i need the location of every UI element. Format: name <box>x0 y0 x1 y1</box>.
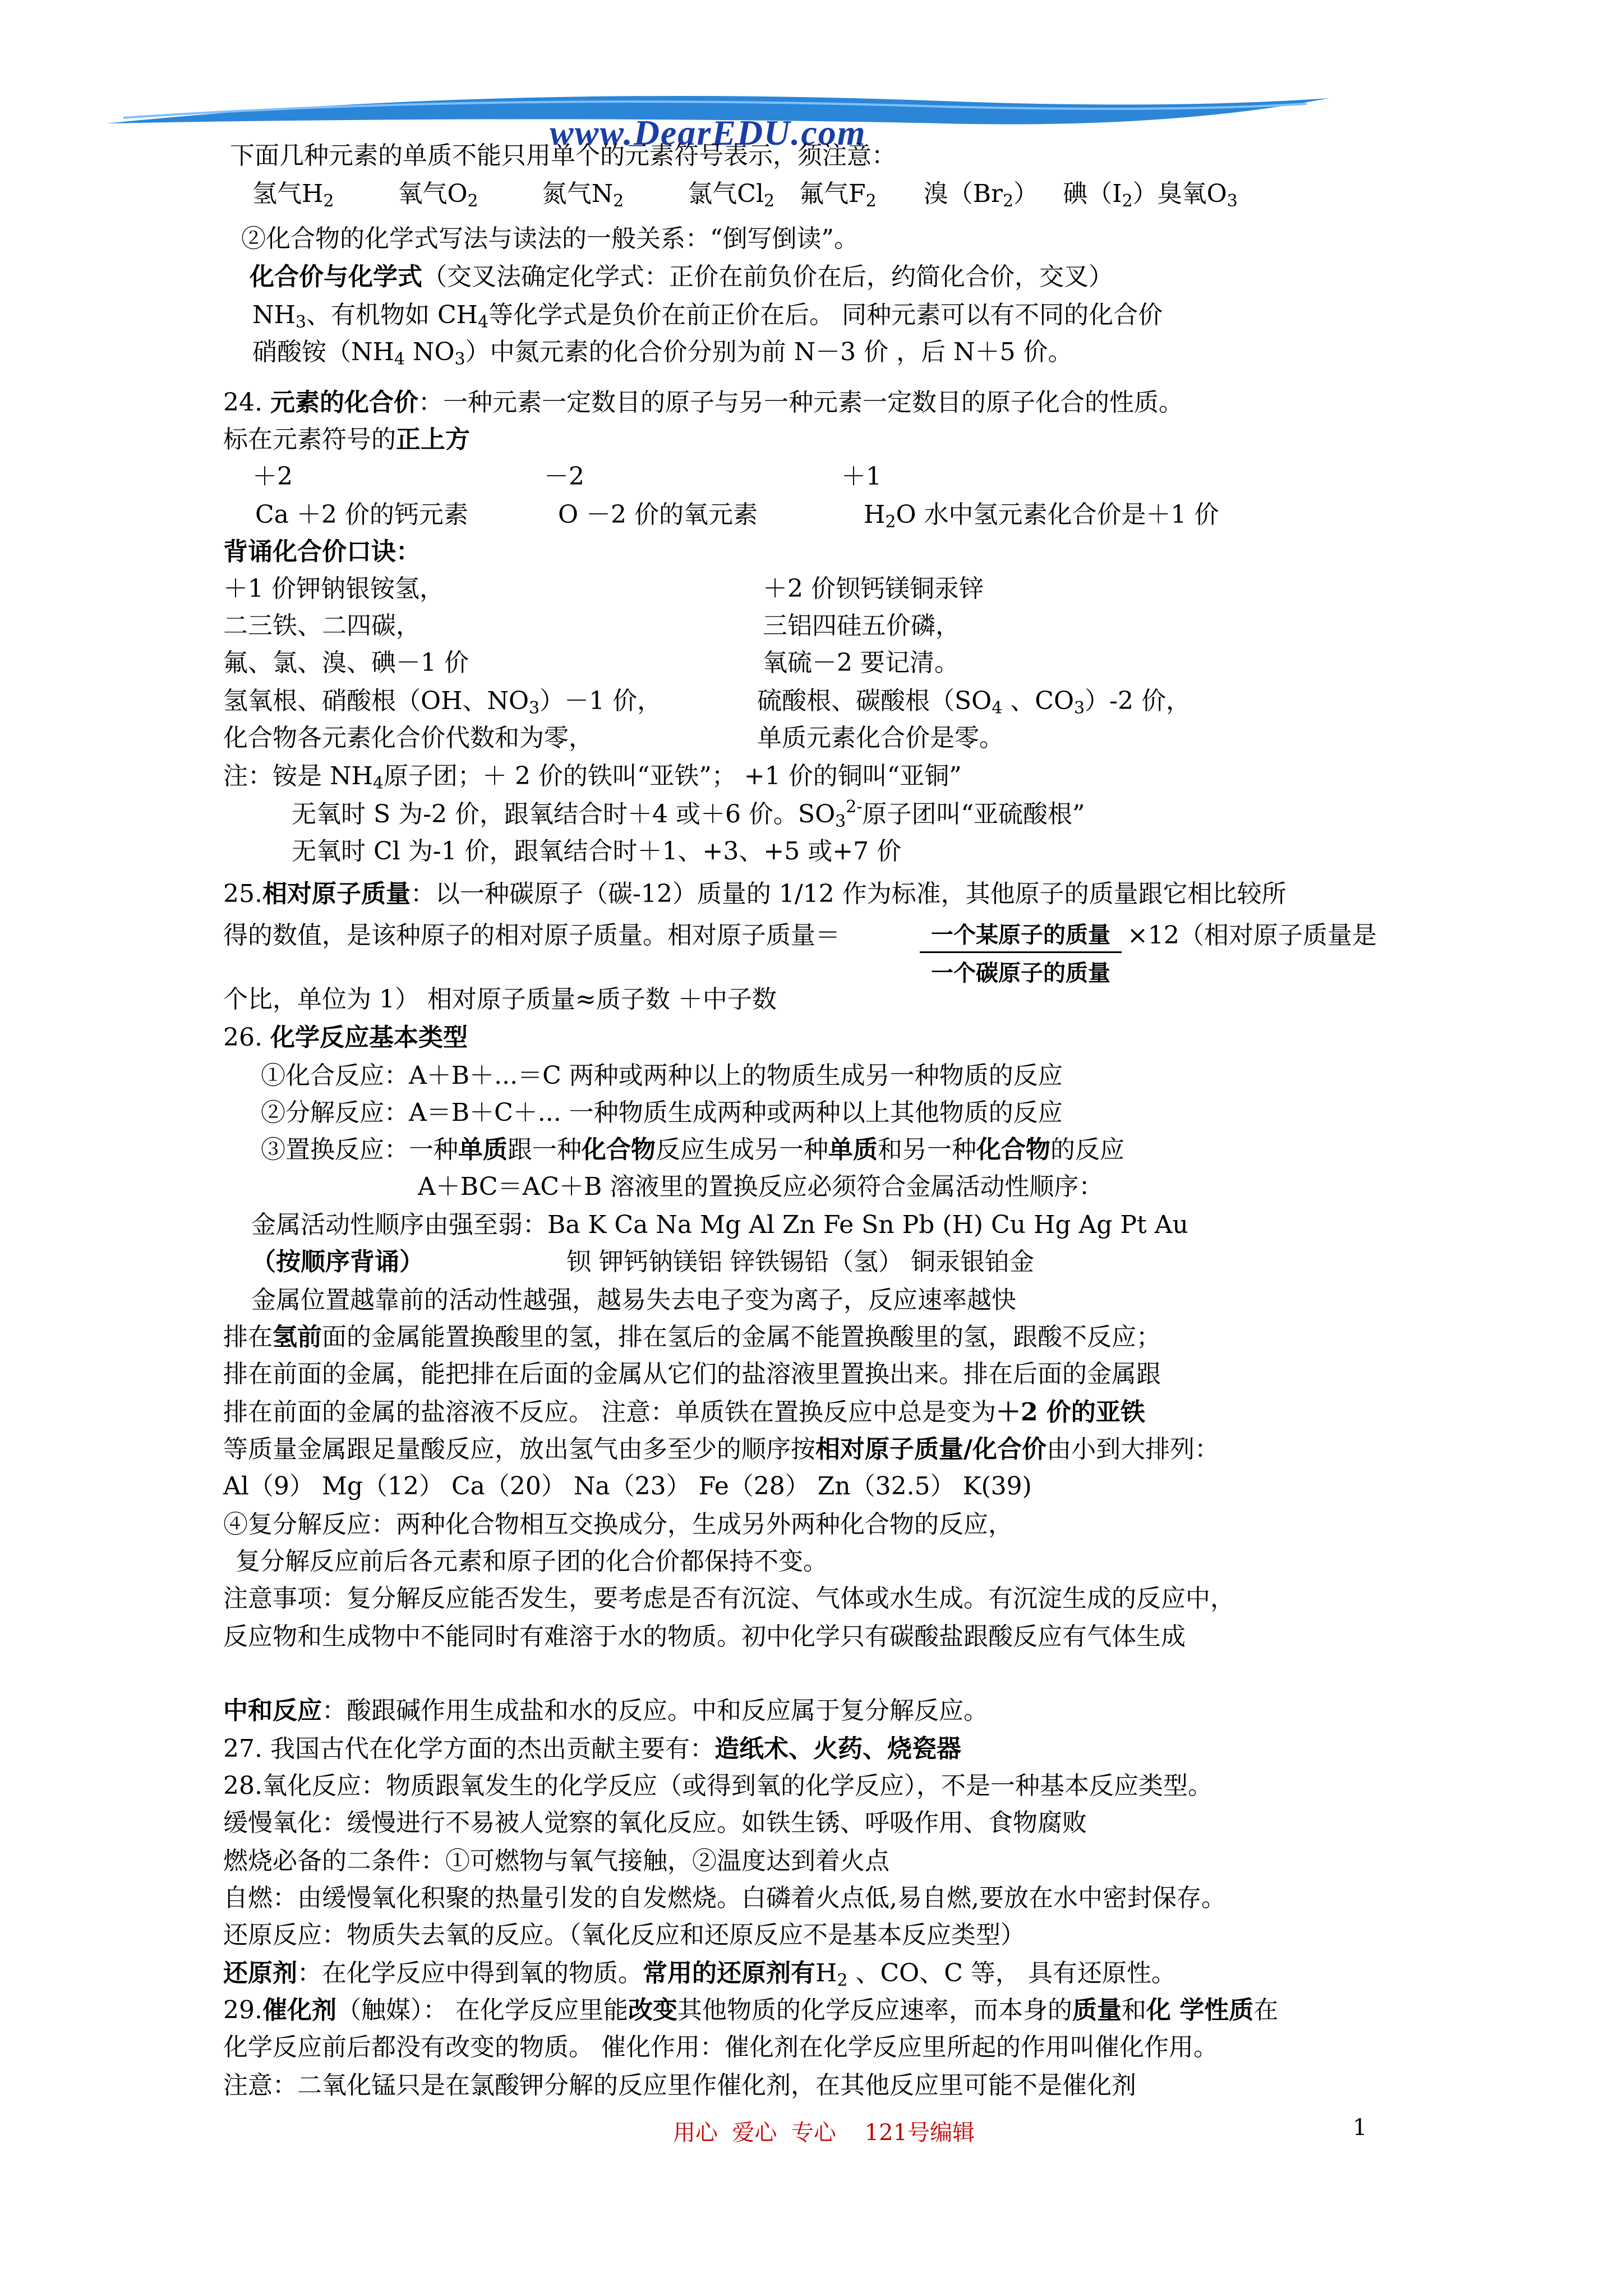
text-line: 化合物各元素化合价代数和为零， <box>223 724 593 752</box>
text-line: 下面几种元素的单质不能只用单个的元素符号表示，须注意： <box>230 141 896 170</box>
text-line: 排在前面的金属，能把排在后面的金属从它们的盐溶液里置换出来。排在后面的金属跟 <box>223 1360 1161 1388</box>
text-line: 复分解反应前后各元素和原子团的化合价都保持不变。 <box>236 1547 828 1576</box>
text-line: Al（9） Mg（12） Ca（20） Na（23） Fe（28） Zn（32.5） K(39) <box>223 1472 1032 1501</box>
text-line: 金属活动性顺序由强至弱：Ba K Ca Na Mg Al Zn Fe Sn Pb (H) Cu Hg Ag Pt Au <box>251 1211 1188 1239</box>
text-line: ③置换反应：一种单质跟一种化合物反应生成另一种单质和另一种化合物的反应 <box>261 1135 1124 1164</box>
text-line: 钡 钾钙钠镁铝 锌铁锡铅（氢） 铜汞银铂金 <box>566 1248 1034 1276</box>
text-line: 25.相对原子质量：以一种碳原子（碳-12）质量的 1/12 作为标准，其他原子的质量跟它相比较所 <box>223 880 1287 908</box>
text-line: 缓慢氧化：缓慢进行不易被人觉察的氧化反应。如铁生锈、呼吸作用、食物腐败 <box>223 1809 1087 1837</box>
text-line: 反应物和生成物中不能同时有难溶于水的物质。初中化学只有碳酸盐跟酸反应有气体生成 <box>223 1622 1186 1651</box>
text-line: 个比，单位为 1） 相对原子质量≈质子数 ＋中子数 <box>223 985 777 1014</box>
text-line: －2 <box>544 462 584 491</box>
text-line: ①化合反应：A＋B＋...＝C 两种或两种以上的物质生成另一种物质的反应 <box>261 1061 1063 1090</box>
text-line: 得的数值，是该种原子的相对原子质量。相对原子质量＝ <box>223 921 840 950</box>
text-line: 还原反应：物质失去氧的反应。（氧化反应和还原反应不是基本反应类型） <box>223 1921 1025 1949</box>
page-number: 1 <box>1353 2115 1367 2141</box>
text-line: ④复分解反应：两种化合物相互交换成分，生成另外两种化合物的反应， <box>223 1510 1013 1539</box>
text-line: 单质元素化合价是零。 <box>757 724 1004 752</box>
text-line: 排在前面的金属的盐溶液不反应。 注意：单质铁在置换反应中总是变为＋2 价的亚铁 <box>223 1398 1145 1427</box>
text-line: 标在元素符号的正上方 <box>223 425 470 454</box>
text-line: 无氧时 S 为-2 价，跟氧结合时＋4 或＋6 价。$SO_3^{2-}$原子团叫“亚硫酸根” <box>292 797 1085 831</box>
text-line: ＋2 <box>252 462 293 491</box>
text-line: 硝酸铵（$NH_4$ $NO_3$）中氮元素的化合价分别为前 N－3 价 ，后 N＋5 价。 <box>252 338 1073 369</box>
text-line: $H_2O$ 水中氢元素化合价是＋1 价 <box>864 500 1219 532</box>
text-line: （按顺序背诵） <box>251 1248 424 1276</box>
text-line: 26. 化学反应基本类型 <box>223 1023 468 1052</box>
text-line: ②化合物的化学式写法与读法的一般关系：“倒写倒读”。 <box>241 224 859 253</box>
text-line: 氧硫－2 要记清。 <box>763 648 959 677</box>
text-line: 二三铁、二四碳， <box>223 611 421 640</box>
fraction: 一个某原子的质量 一个碳原子的质量 <box>920 917 1122 987</box>
text-line: 还原剂：在化学反应中得到氧的物质。常用的还原剂有$H_2$ 、CO、C 等， 具有还原性。 <box>223 1959 1176 1990</box>
text-line: 氟、氯、溴、碘－1 价 <box>223 648 469 677</box>
text-line: 29.催化剂（触媒）： 在化学反应里能改变其他物质的化学反应速率，而本身的质量和化 学性质在 <box>223 1996 1279 2024</box>
text-line: O －2 价的氧元素 <box>558 500 758 529</box>
text-line: 氢氧根、硝酸根（OH、$NO_3)-1$ 价， <box>223 687 662 718</box>
text-line: 燃烧必备的二条件：①可燃物与氧气接触，②温度达到着火点 <box>223 1847 889 1875</box>
footer-editor: 用心 爱心 专心 121号编辑 <box>673 2120 975 2146</box>
text-line: 28.氧化反应：物质跟氧发生的化学反应（或得到氧的化学反应），不是一种基本反应类型。 <box>223 1772 1212 1800</box>
text-line: 三铝四硅五价磷， <box>763 611 960 640</box>
text-line: 氢气$H_2$ 氧气$O_2$ 氮气$N_2$ 氯气$Cl_2$ 氟气$F_2$ 溴$(Br_2)$ 碘$(I_2)$臭氧$O_3$ <box>252 180 1238 211</box>
text-line: 化合价与化学式（交叉法确定化学式：正价在前负价在后，约简化合价，交叉） <box>250 263 1113 291</box>
text-line: 中和反应：酸跟碱作用生成盐和水的反应。中和反应属于复分解反应。 <box>223 1696 988 1725</box>
text-line: Ca ＋2 价的钙元素 <box>255 500 468 529</box>
text-line: 自燃：由缓慢氧化积聚的热量引发的自发燃烧。白磷着火点低,易自燃,要放在水中密封保存。 <box>223 1884 1226 1912</box>
text-line: ＋1 <box>841 462 882 491</box>
text-line: A＋BC＝AC＋B 溶液里的置换反应必须符合金属活动性顺序： <box>418 1172 1104 1201</box>
text-line: 背诵化合价口诀： <box>223 537 421 566</box>
text-line: 24. 元素的化合价：一种元素一定数目的原子与另一种元素一定数目的原子化合的性质。 <box>223 388 1183 417</box>
text-line: ＋2 价钡钙镁铜汞锌 <box>763 574 984 603</box>
text-line: 排在氢前面的金属能置换酸里的氢，排在氢后的金属不能置换酸里的氢，跟酸不反应； <box>223 1323 1161 1351</box>
text-line: 注意：二氧化锰只是在氯酸钾分解的反应里作催化剂，在其他反应里可能不是催化剂 <box>223 2071 1136 2100</box>
text-line: 注意事项：复分解反应能否发生，要考虑是否有沉淀、气体或水生成。有沉淀生成的反应中， <box>223 1584 1235 1613</box>
text-line: 金属位置越靠前的活动性越强，越易失去电子变为离子，反应速率越快 <box>251 1286 1016 1314</box>
text-line: $NH_3$、有机物如 $CH_4$等化学式是负价在前正价在后。 同种元素可以有不同的化合价 <box>252 301 1163 332</box>
text-line: 27. 我国古代在化学方面的杰出贡献主要有：造纸术、火药、烧瓷器 <box>223 1734 961 1763</box>
text-line: 硫酸根、碳酸根（$SO_4$ 、$CO_3)-2$ 价， <box>757 687 1191 718</box>
site-header: www.DearEDU.com <box>550 113 866 153</box>
text-line: ②分解反应：A＝B＋C＋... 一种物质生成两种或两种以上其他物质的反应 <box>261 1098 1063 1127</box>
text-line: ×12（相对原子质量是 <box>1127 921 1377 950</box>
text-line: 无氧时 Cl 为-1 价，跟氧结合时＋1、+3、+5 或+7 价 <box>292 837 902 866</box>
text-line: 等质量金属跟足量酸反应，放出氢气由多至少的顺序按相对原子质量/化合价由小到大排列： <box>223 1435 1220 1464</box>
text-line: ＋1 价钾钠银铵氢， <box>223 574 444 603</box>
text-line: 注：铵是 $NH_4$原子团；＋ 2 价的铁叫“亚铁”； +1 价的铜叫“亚铜” <box>223 762 962 793</box>
text-line: 化学反应前后都没有改变的物质。 催化作用：催化剂在化学反应里所起的作用叫催化作用。 <box>223 2033 1218 2062</box>
